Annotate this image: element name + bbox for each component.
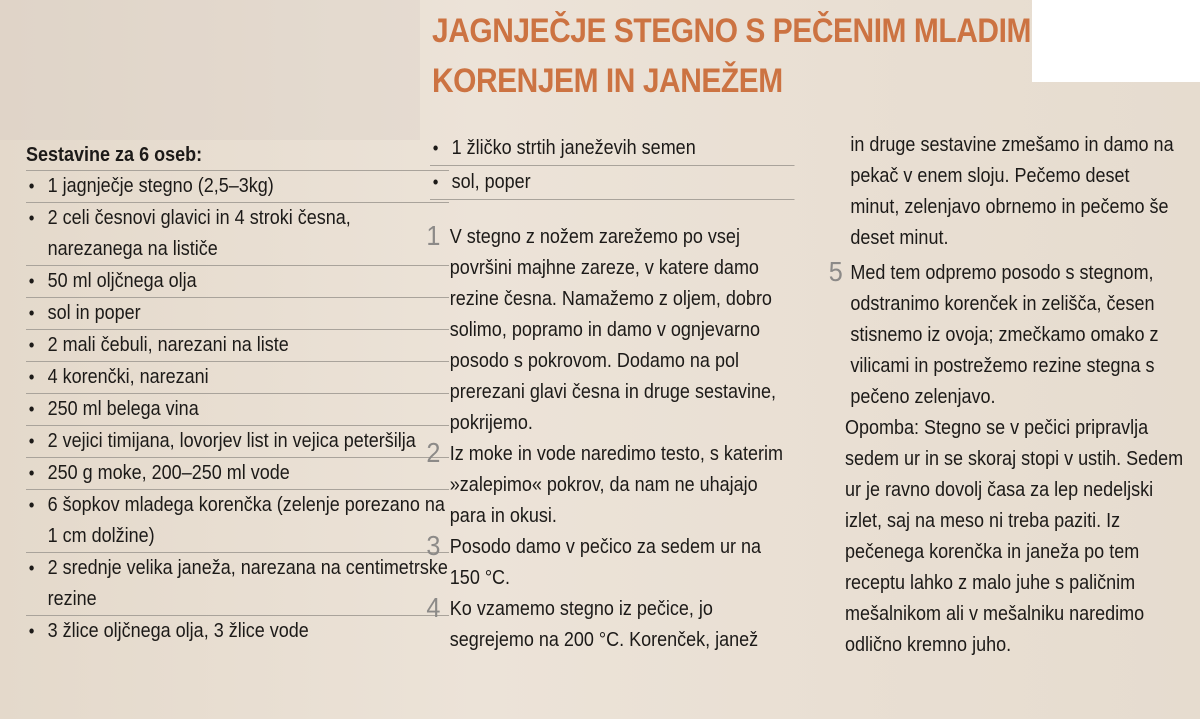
ingredient-text: 1 žličko strtih janeževih semen — [451, 137, 696, 159]
bullet: • — [28, 367, 35, 387]
recipe-title — [432, 6, 1031, 106]
step-text: Iz moke in vode naredimo testo, s katerim »zalepimo« pokrov, da nam ne uhajajo para in okusi. — [449, 443, 783, 527]
bullet: • — [28, 431, 35, 451]
right-column — [828, 130, 1191, 661]
ingredient-text: 250 ml belega vina — [47, 398, 199, 420]
step-4 — [426, 592, 826, 656]
step-text: Med tem odpremo posodo s stegnom, odstranimo korenček in zelišča, česen stisnemo iz ovoja; zmečkamo omako z vilicami in postrežemo rezine stegna s pečeno zelenjavo. — [850, 262, 1159, 408]
step-3 — [426, 530, 826, 594]
title-line-2: KORENJEM IN JANEŽEM — [432, 62, 783, 100]
ingredient-text: 2 celi česnovi glavici in 4 stroki česna, narezanega na lističe — [47, 207, 351, 260]
ingredient-item — [26, 458, 449, 490]
ingredient-text: 3 žlice oljčnega olja, 3 žlice vode — [47, 620, 309, 642]
ingredient-item — [26, 298, 449, 330]
ingredient-item — [26, 171, 449, 203]
step-4-continued: in druge sestavine zmešamo in damo na pekač v enem sloju. Pečemo deset minut, zelenjavo obrnemo in pečemo še deset minut. — [850, 134, 1174, 249]
ingredient-item — [26, 266, 449, 298]
bullet: • — [28, 335, 35, 355]
bullet: • — [28, 271, 35, 291]
bullet: • — [28, 558, 35, 578]
ingredient-item — [26, 616, 449, 647]
ingredient-text: 2 mali čebuli, narezani na liste — [47, 334, 289, 356]
ingredient-item — [26, 426, 449, 458]
ingredient-item — [26, 553, 449, 616]
ingredient-text: 4 korenčki, narezani — [47, 366, 209, 388]
ingredient-item — [26, 330, 449, 362]
preparation-steps — [426, 220, 826, 656]
step-number: 1 — [426, 220, 441, 251]
step-number: 4 — [426, 592, 441, 623]
ingredient-text: 2 srednje velika janeža, narezana na centimetrske rezine — [47, 557, 448, 610]
ingredient-text: 1 jagnječje stegno (2,5–3kg) — [47, 175, 274, 197]
step-5 — [828, 256, 1187, 413]
ingredient-item — [430, 166, 795, 200]
step-text: Ko vzamemo stegno iz pečice, jo segrejemo na 200 °C. Korenček, janež — [449, 598, 759, 651]
ingredient-text: sol in poper — [47, 302, 141, 324]
faded-previous-text-area — [0, 0, 420, 140]
ingredient-text: 6 šopkov mladega korenčka (zelenje porezano na 1 cm dolžine) — [47, 494, 445, 547]
bullet: • — [432, 172, 439, 192]
note-text: Stegno se v pečici pripravlja sedem ur in se skoraj stopi v ustih. Sedem ur je ravno dovolj časa za lep nedeljski izlet, saj na meso ni treba paziti. Iz pečenega korenčka in janeža po tem receptu lahko z malo juhe s paličnim mešalnikom ali v mešalniku naredimo odlično kremno juho. — [845, 417, 1184, 656]
note — [836, 413, 1187, 661]
bullet: • — [28, 495, 35, 515]
ingredient-text: 2 vejici timijana, lovorjev list in vejica peteršilja — [47, 430, 416, 452]
step-number: 5 — [828, 256, 843, 287]
white-corner-patch — [1032, 0, 1200, 82]
note-label: Opomba: — [845, 417, 920, 439]
step-1 — [426, 220, 826, 439]
bullet: • — [28, 176, 35, 196]
ingredient-item — [26, 394, 449, 426]
step-2 — [426, 437, 826, 532]
ingredients-list — [26, 171, 449, 647]
ingredients-heading: Sestavine za 6 oseb: — [26, 140, 449, 171]
bullet: • — [28, 303, 35, 323]
ingredient-text: 250 g moke, 200–250 ml vode — [47, 462, 290, 484]
bullet: • — [28, 399, 35, 419]
title-line-1: JAGNJEČJE STEGNO S PEČENIM MLADIM — [432, 12, 1031, 50]
bullet: • — [432, 138, 439, 158]
ingredient-item — [430, 132, 795, 166]
step-text: V stegno z nožem zarežemo po vsej površini majhne zareze, v katere damo rezine česna. Namažemo z oljem, dobro solimo, popramo in damo v ognjevarno posodo s pokrovom. Dodamo na pol prerezani glavi česna in druge sestavine, pokrijemo. — [449, 226, 776, 434]
bullet: • — [28, 621, 35, 641]
middle-column — [426, 132, 830, 656]
bullet: • — [28, 463, 35, 483]
ingredients-continued-list — [430, 132, 795, 200]
step-number: 3 — [426, 530, 441, 561]
ingredient-text: sol, poper — [451, 171, 531, 193]
ingredient-item — [26, 490, 449, 553]
ingredient-item — [26, 203, 449, 266]
bullet: • — [28, 208, 35, 228]
ingredient-item — [26, 362, 449, 394]
ingredient-text: 50 ml oljčnega olja — [47, 270, 197, 292]
step-number: 2 — [426, 437, 441, 468]
step-text: Posodo damo v pečico za sedem ur na 150 °C. — [449, 536, 761, 589]
ingredients-column — [26, 140, 446, 647]
